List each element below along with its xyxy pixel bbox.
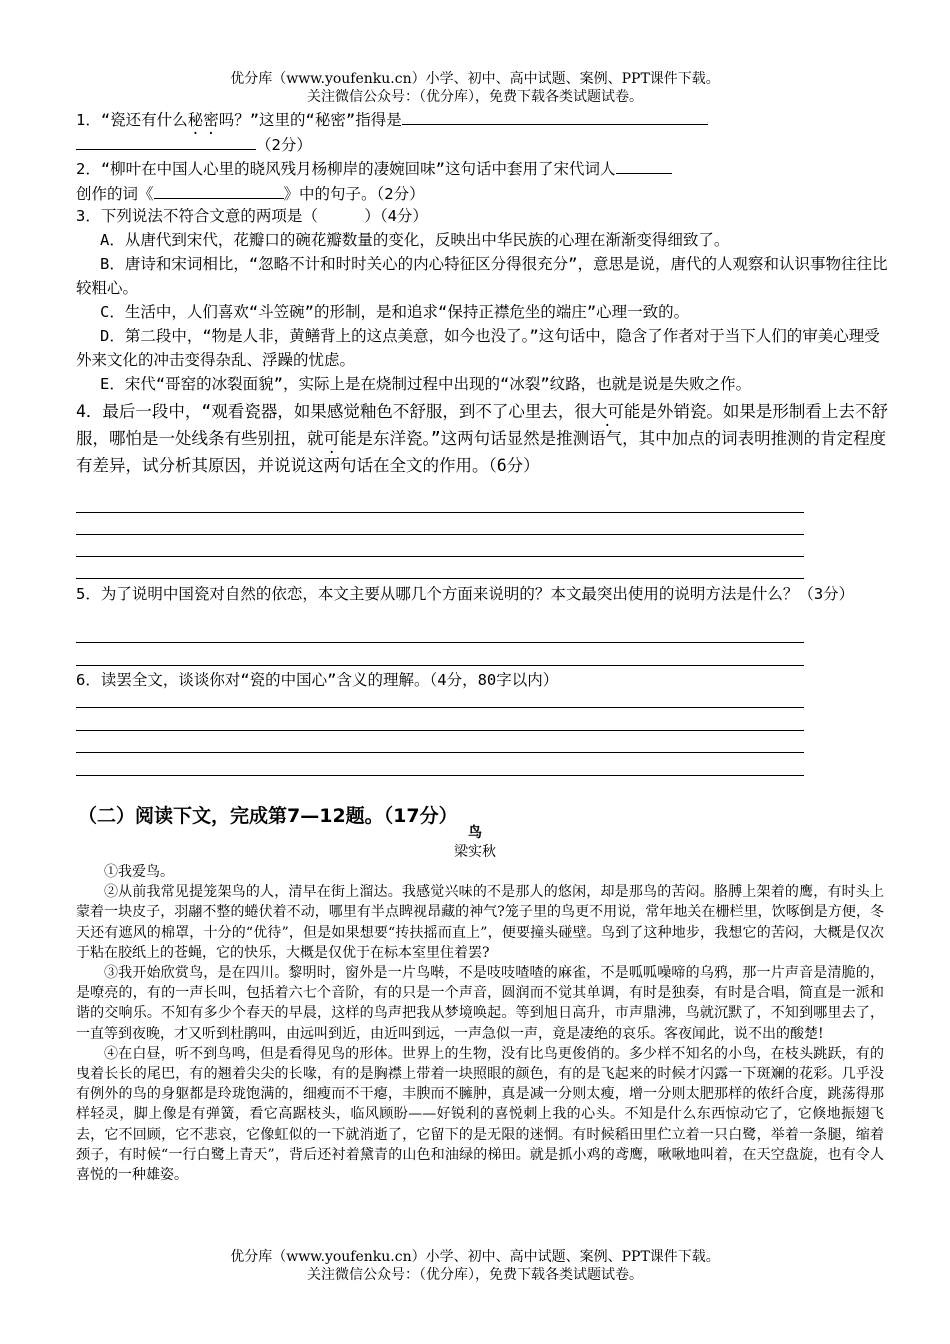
q1-dotted-char-2: 密 — [203, 111, 219, 129]
q1-score: （2分） — [256, 136, 312, 154]
article-paragraph-1: ①我爱鸟。 — [104, 864, 174, 880]
q4-dotted-words-2: 就可能 — [307, 429, 357, 448]
q3-option-a: A．从唐代到宋代，花瓣口的碗花瓣数量的变化，反映出中华民族的心理在渐渐变得细致了。 — [100, 231, 730, 249]
q1-answer-blank[interactable] — [402, 107, 708, 125]
q3-option-d: D．第二段中，“物是人非，黄鳝背上的这点美意，如今也没了。”这句话中，隐含了作者对于当下人们的审美心理受外来文化的冲击变得杂乱、浮躁的忧虑。 — [76, 327, 880, 369]
q1-answer-blank-2[interactable] — [76, 132, 256, 150]
page-header — [0, 70, 950, 106]
answer-line[interactable] — [76, 775, 804, 776]
answer-line[interactable] — [76, 707, 804, 708]
question-5 — [76, 582, 892, 606]
header-line-1: 优分库（www.youfenku.cn）小学、初中、高中试题、案例、PPT课件下载。 — [230, 71, 720, 87]
question-3 — [76, 204, 892, 396]
q1-dotted-char-1: 秘 — [187, 111, 204, 129]
answer-line[interactable] — [76, 642, 804, 643]
page-footer — [0, 1248, 950, 1284]
answer-line[interactable] — [76, 752, 804, 753]
article-body — [76, 862, 884, 1185]
article-paragraph-4: ④在白昼，听不到鸟鸣，但是看得见鸟的形体。世界上的生物，没有比鸟更俊俏的。多少样不知名的小鸟，在枝头跳跃，有的曳着长长的尾巴，有的翘着尖尖的长喙，有的是胸襟上带着一块照眼的颜色，有的是飞起来的时候才闪露一下斑斓的花彩。几乎没有例外的鸟的身躯都是玲珑饱满的，细瘦而不干瘪，丰腴而不臃肿，真是减一分则太瘦，增一分则太肥那样的侬纤合度，跳荡得那样轻灵，脚上像是有弹簧，看它高踞枝头，临风顾盼——好锐利的喜悦刺上我的心头。不知是什么东西惊动它了，它倏地振翅飞去，它不回顾，它不悲哀，它像虹似的一下就消逝了，它留下的是无限的迷惘。有时候稻田里伫立着一只白鹭，举着一条腿，缩着颈子，有时候“一行白鹭上青天”，背后还衬着黛青的山色和油绿的梯田。就是抓小鸡的鸢鹰，啾啾地叫着，在天空盘旋，也有令人喜悦的一种雄姿。 — [76, 1045, 884, 1184]
q1-text-a: 1．“瓷还有什么 — [76, 111, 188, 129]
q3-option-e: E．宋代“哥窑的冰裂面貌”，实际上是在烧制过程中出现的“冰裂”纹路，也就是说是失败之作。 — [100, 375, 752, 393]
question-4 — [76, 398, 892, 479]
article-title: 鸟 — [468, 825, 482, 841]
footer-line-1: 优分库（www.youfenku.cn）小学、初中、高中试题、案例、PPT课件下载。 — [230, 1249, 720, 1265]
q4-dotted-words-1: 很大可能 — [574, 402, 641, 421]
q4-text-3: 是东洋瓷。”这两句话显然是推测语气，其中加点的词表明推测的肯定程度有差异，试分析其原因，并说说这两句话在全文的作用。（6分） — [76, 429, 887, 475]
q3-option-b: B．唐诗和宋词相比，“忽略不计和时时关心的内心特征区分得很充分”，意思是说，唐代的人观察和认识事物往往比较粗心。 — [76, 255, 888, 297]
answer-line[interactable] — [76, 665, 804, 666]
footer-line-2: 关注微信公众号：（优分库），免费下载各类试题试卷。 — [307, 1267, 643, 1283]
q3-stem: 3．下列说法不符合文意的两项是（ ）（4分） — [76, 207, 428, 225]
q1-text-b: 吗？”这里的“秘密”指得是 — [218, 111, 402, 129]
q5-text: 5．为了说明中国瓷对自然的依恋，本文主要从哪几个方面来说明的？本文最突出使用的说明方法是什么？（3分） — [76, 585, 855, 603]
q2-poet-blank[interactable] — [616, 156, 672, 174]
q4-text-2: 是外销瓷。如果是形制看上去不舒服，哪怕是一处线条有些别扭， — [76, 402, 888, 448]
q4-text-1: 4．最后一段中，“观看瓷器，如果感觉釉色不舒服，到不了心里去， — [76, 402, 575, 421]
question-6 — [76, 668, 892, 692]
answer-line[interactable] — [76, 730, 804, 731]
q2-text-b: 创作的词《 — [76, 185, 154, 203]
q2-text-a: 2．“柳叶在中国人心里的晓风残月杨柳岸的凄婉回味”这句话中套用了宋代词人 — [76, 160, 616, 178]
header-line-2: 关注微信公众号：（优分库），免费下载各类试题试卷。 — [307, 89, 643, 105]
answer-line[interactable] — [76, 556, 804, 557]
article-paragraph-2: ②从前我常见提笼架鸟的人，清早在街上溜达。我感觉兴味的不是那人的悠闲，却是那鸟的苦闷。胳膊上架着的鹰，有时头上蒙着一块皮子，羽翮不整的蜷伏着不动，哪里有半点睥视昂藏的神气?笼子里的鸟更不用说，常年地关在栅栏里，饮啄倒是方便，冬天还有遮风的棉罩，十分的“优待”，但是如果想要“抟扶摇而直上”，便要撞头碰壁。鸟到了这种地步，我想它的苦闷，大概是仅次于粘在胶纸上的苍蝇，它的快乐，大概是仅优于在标本室里住着罢? — [76, 884, 884, 961]
article-author: 梁实秋 — [454, 844, 496, 860]
question-2 — [76, 156, 892, 206]
section-heading: （二）阅读下文，完成第7—12题。（17分） — [78, 805, 458, 827]
answer-line[interactable] — [76, 512, 804, 513]
q6-text: 6．读罢全文，谈谈你对“瓷的中国心”含义的理解。（4分，80字以内） — [76, 671, 559, 689]
article-paragraph-3: ③我开始欣赏鸟，是在四川。黎明时，窗外是一片鸟啭，不是吱吱喳喳的麻雀，不是呱呱噪啼的乌鸦，那一片声音是清脆的，是嘹亮的，有的一声长叫，包括着六七个音阶，有的只是一个声音，圆润而不觉其单调，有时是独奏，有时是合唱，简直是一派和谐的交响乐。不知有多少个春天的早晨，这样的鸟声把我从梦境唤起。等到旭日高升，市声鼎沸，鸟就沉默了，不知到哪里去了，一直等到夜晚，才又听到杜鹃叫，由远叫到近，由近叫到远，一声急似一声，竟是凄绝的哀乐。客夜闻此，说不出的酸楚! — [76, 965, 884, 1042]
question-1 — [76, 107, 892, 157]
answer-line[interactable] — [76, 534, 804, 535]
q2-text-c: 》中的句子。（2分） — [283, 185, 425, 203]
q3-option-c: C．生活中，人们喜欢“斗笠碗”的形制，是和追求“保持正襟危坐的端庄”心理一致的。 — [100, 303, 690, 321]
q2-poem-blank[interactable] — [154, 181, 284, 199]
answer-line[interactable] — [76, 578, 804, 579]
